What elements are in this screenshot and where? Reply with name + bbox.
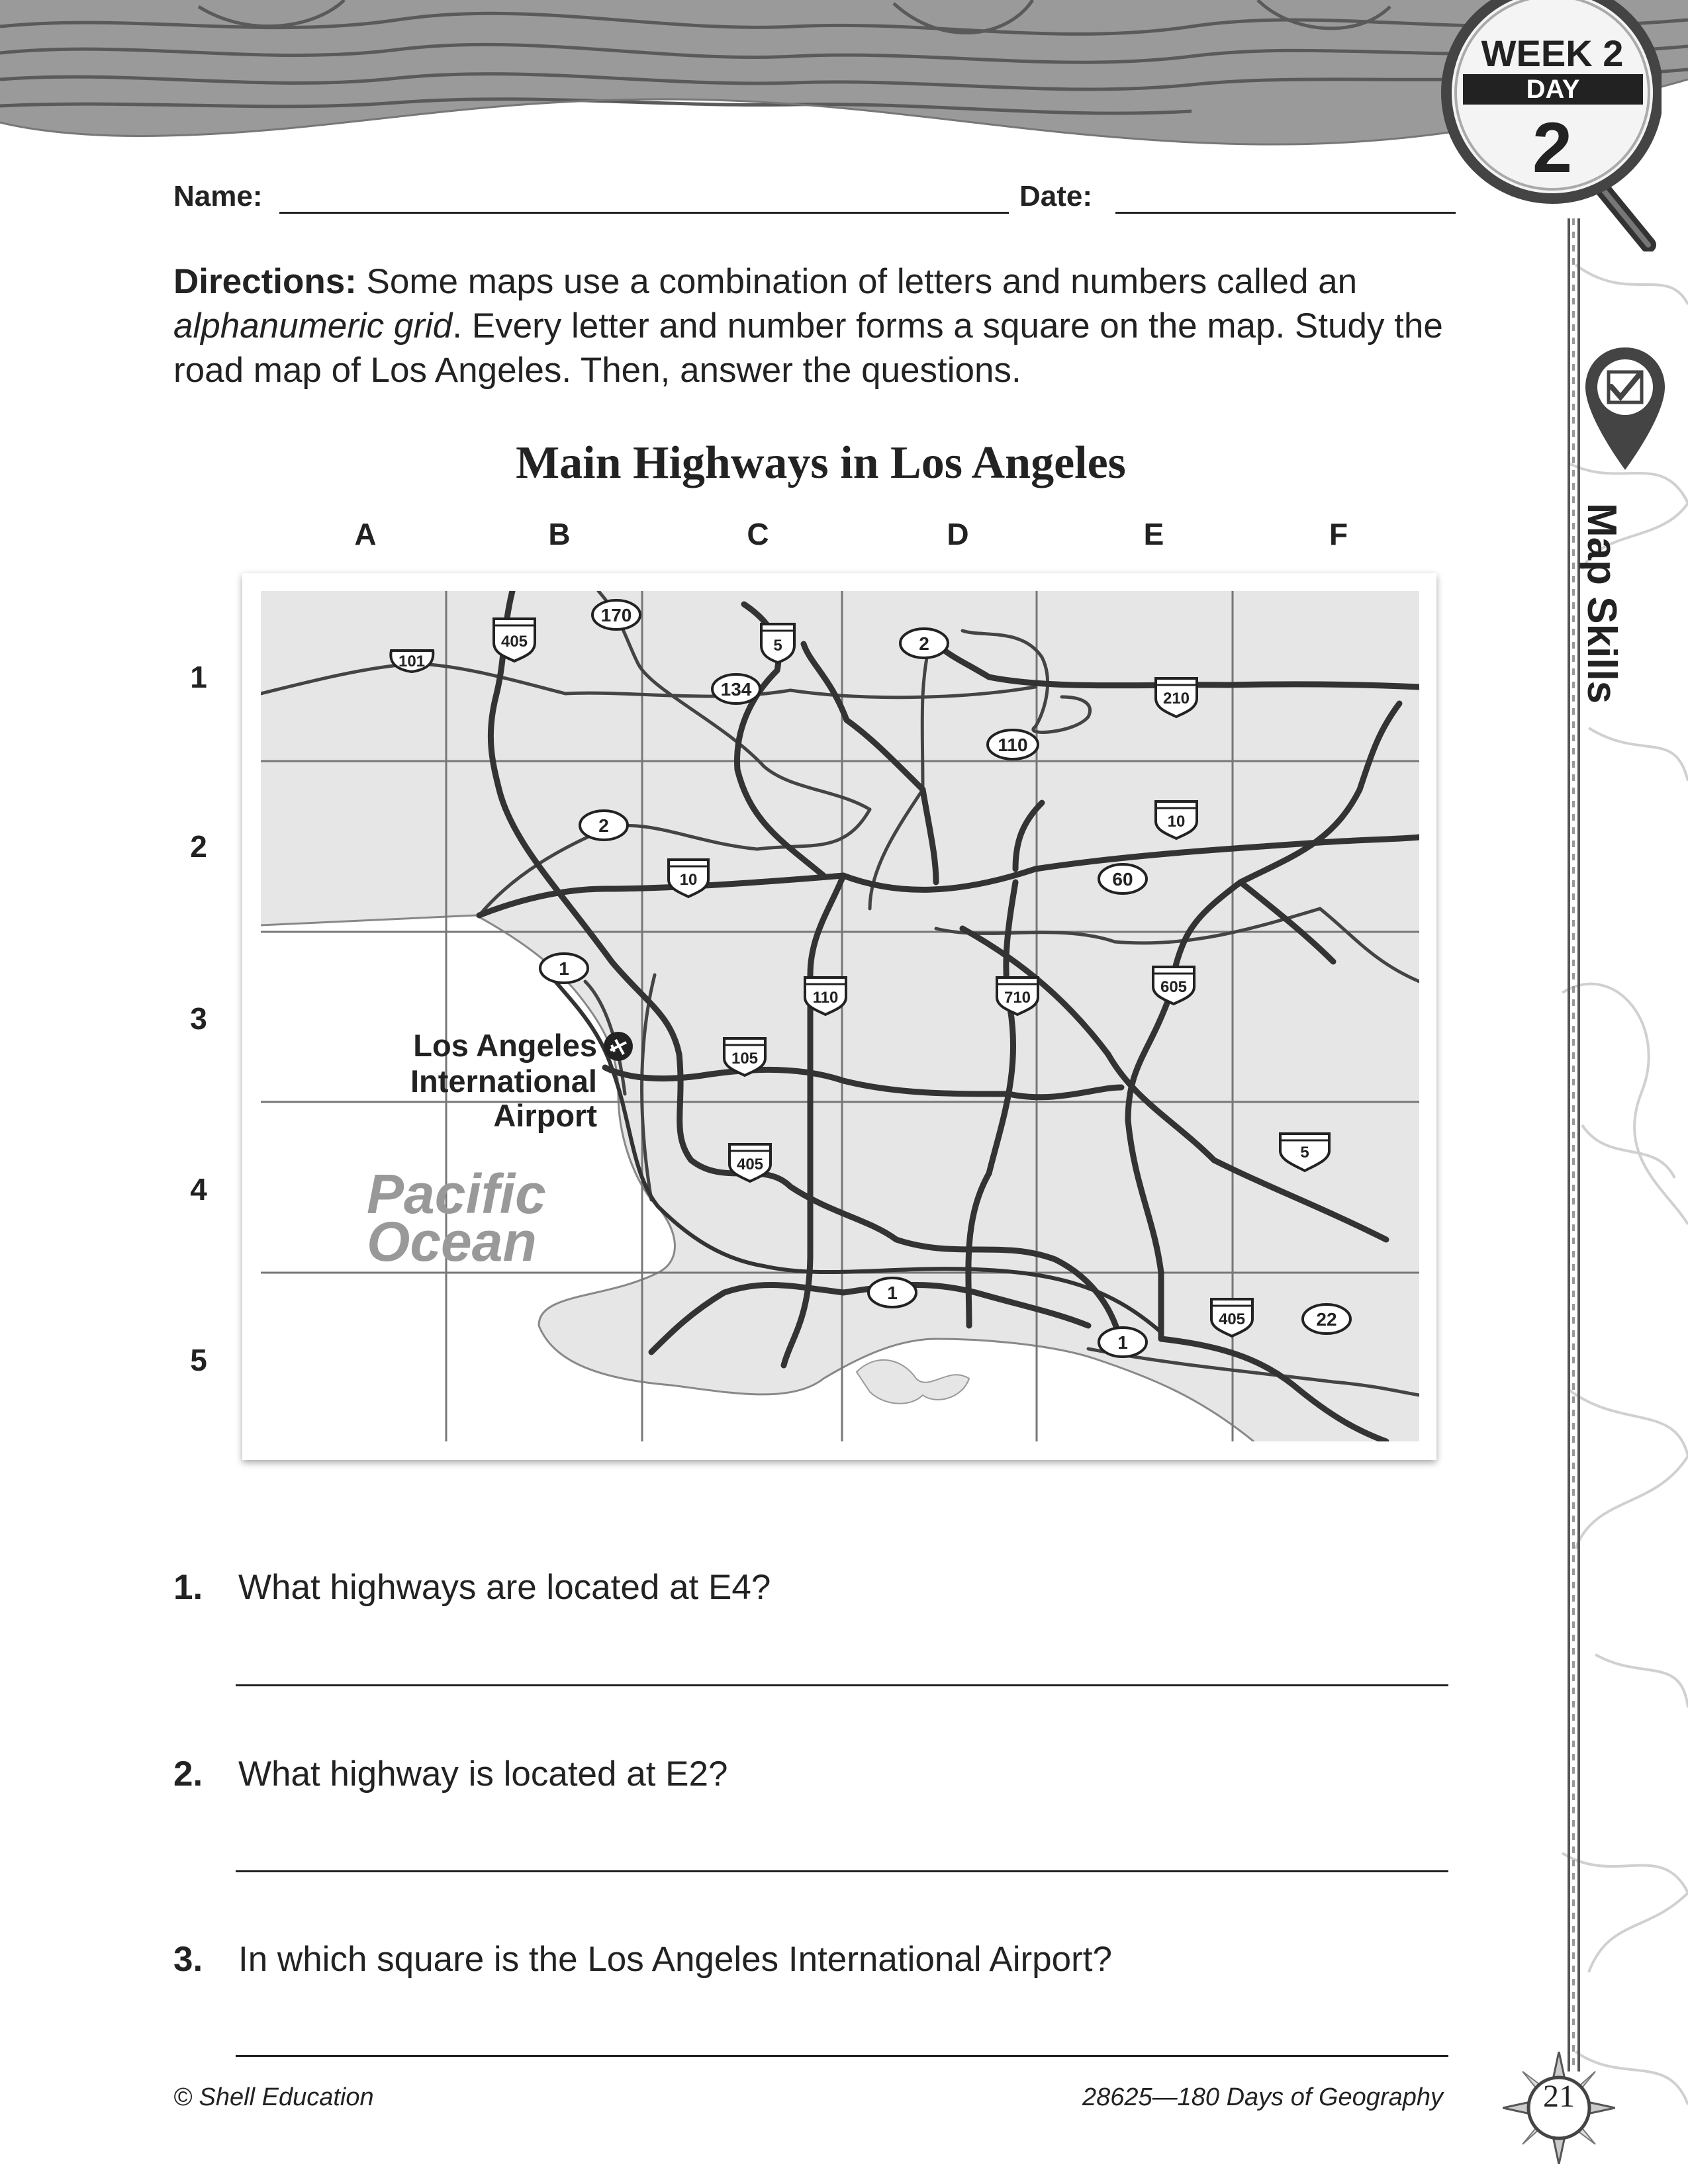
- directions-label: Directions:: [173, 262, 357, 301]
- highway-shield-2-north: [900, 629, 948, 658]
- question-3-number: 3.: [173, 1940, 203, 1979]
- badge-week: WEEK 2: [1481, 32, 1624, 74]
- date-field-line[interactable]: [1115, 212, 1456, 214]
- svg-text:110: 110: [812, 989, 839, 1007]
- row-label-2: 2: [190, 829, 207, 864]
- name-label: Name:: [173, 180, 263, 212]
- footer-copyright: © Shell Education: [173, 2083, 374, 2111]
- row-label-5: 5: [190, 1343, 207, 1377]
- highway-shield-405-north: [494, 619, 535, 661]
- airplane-icon: [604, 1032, 633, 1061]
- row-label-3: 3: [190, 1001, 207, 1036]
- svg-text:1: 1: [559, 958, 569, 979]
- answer-1-line[interactable]: [236, 1684, 1448, 1686]
- question-2-text: What highway is located at E2?: [238, 1754, 728, 1794]
- ocean-label-1: Pacific: [367, 1163, 546, 1225]
- svg-text:710: 710: [1004, 989, 1031, 1007]
- airport-label-1: Los Angeles: [413, 1028, 597, 1063]
- svg-text:10: 10: [1167, 813, 1186, 831]
- column-label-d: D: [947, 517, 969, 551]
- svg-text:5: 5: [1300, 1144, 1309, 1161]
- svg-text:2: 2: [919, 633, 929, 654]
- column-label-c: C: [747, 517, 769, 551]
- footer-book-title: 28625—180 Days of Geography: [1082, 2083, 1443, 2111]
- highway-shield-2-south: [580, 811, 628, 840]
- svg-text:134: 134: [720, 679, 752, 700]
- column-label-b: B: [548, 517, 571, 551]
- svg-text:60: 60: [1112, 869, 1133, 889]
- row-label-4: 4: [190, 1172, 207, 1206]
- answer-3-line[interactable]: [236, 2055, 1448, 2057]
- svg-text:22: 22: [1316, 1309, 1337, 1330]
- badge-day: DAY: [1463, 74, 1643, 105]
- highway-shield-170: [592, 600, 640, 629]
- svg-text:110: 110: [998, 735, 1028, 755]
- svg-text:1: 1: [887, 1283, 898, 1303]
- directions-term: alphanumeric grid: [173, 306, 453, 345]
- column-label-f: F: [1329, 517, 1348, 551]
- highway-shield-5-north: [761, 624, 794, 662]
- svg-text:405: 405: [1218, 1310, 1246, 1328]
- directions: [173, 259, 1458, 392]
- svg-text:105: 105: [731, 1050, 759, 1068]
- highway-shield-134: [712, 674, 760, 704]
- row-label-1: 1: [190, 660, 207, 694]
- highway-shield-1-north: [540, 954, 588, 983]
- column-label-e: E: [1143, 517, 1164, 551]
- svg-text:2: 2: [598, 815, 609, 836]
- highway-shield-1-central: [868, 1278, 916, 1307]
- badge-day-number: 2: [1532, 107, 1573, 187]
- svg-text:405: 405: [500, 633, 528, 651]
- airport-label-3: Airport: [493, 1098, 597, 1133]
- question-1-number: 1.: [173, 1568, 203, 1607]
- date-label: Date:: [1019, 180, 1093, 212]
- svg-text:101: 101: [398, 653, 426, 670]
- svg-text:210: 210: [1162, 690, 1190, 707]
- ocean-label-2: Ocean: [367, 1210, 537, 1273]
- svg-text:1: 1: [1117, 1332, 1128, 1353]
- highway-shield-60: [1099, 864, 1147, 893]
- name-field-line[interactable]: [279, 212, 1009, 214]
- map-title: Main Highways in Los Angeles: [516, 437, 1126, 488]
- directions-text-1: Some maps use a combination of letters and numbers called an: [356, 262, 1358, 301]
- column-label-a: A: [354, 517, 377, 551]
- directions-text-2: . Every letter and number forms a square on the map. Study the road map of Los Angeles. Then, answer the questions.: [173, 306, 1443, 390]
- page-number: 21: [1543, 2079, 1575, 2114]
- svg-text:5: 5: [773, 637, 782, 655]
- svg-text:605: 605: [1160, 978, 1188, 996]
- question-3-text: In which square is the Los Angeles International Airport?: [238, 1940, 1112, 1979]
- answer-2-line[interactable]: [236, 1870, 1448, 1872]
- question-2-number: 2.: [173, 1754, 203, 1794]
- highway-shield-1-south: [1099, 1328, 1147, 1357]
- side-decorative-border: [1546, 218, 1632, 2071]
- airport-label-2: International: [410, 1064, 597, 1099]
- la-highway-map: [261, 591, 1419, 1441]
- svg-text:405: 405: [736, 1156, 764, 1173]
- svg-text:10: 10: [679, 871, 698, 889]
- highway-shield-110-north: [988, 730, 1038, 759]
- svg-text:170: 170: [600, 605, 632, 625]
- highway-shield-22: [1303, 1304, 1350, 1334]
- side-title: Map Skills: [1579, 503, 1624, 704]
- question-1-text: What highways are located at E4?: [238, 1568, 771, 1607]
